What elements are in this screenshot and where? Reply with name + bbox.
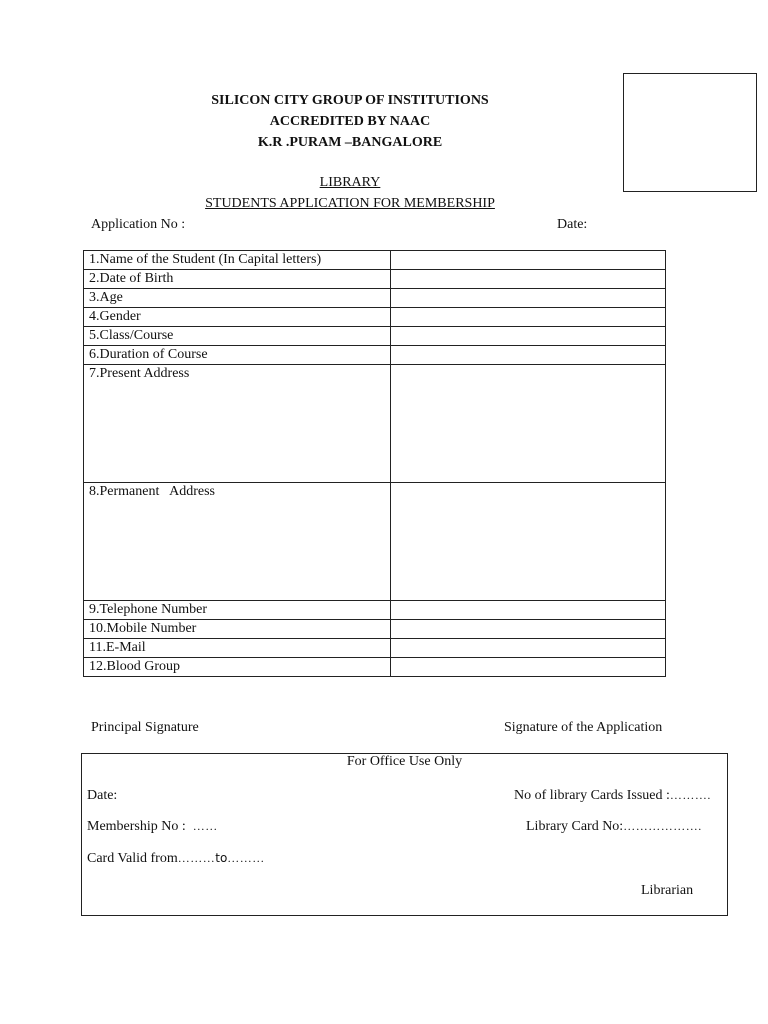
table-row <box>84 620 666 639</box>
field-value[interactable] <box>391 620 666 639</box>
office-use-box <box>81 753 728 916</box>
institution-name: SILICON CITY GROUP OF INSTITUTIONS <box>211 93 489 108</box>
field-value[interactable] <box>391 658 666 677</box>
section-title: LIBRARY <box>319 175 381 190</box>
field-label: 9.Telephone Number <box>84 601 391 620</box>
table-row <box>84 270 666 289</box>
cards-issued-label: No of library Cards Issued : <box>514 788 670 803</box>
field-label: 2.Date of Birth <box>84 270 391 289</box>
applicant-signature-label: Signature of the Application <box>504 720 663 735</box>
card-valid-from-label: Card Valid from <box>87 851 178 866</box>
card-valid-to-label: to <box>215 851 228 865</box>
office-date-label: Date: <box>87 788 118 803</box>
table-row <box>84 365 666 483</box>
field-label: 4.Gender <box>84 308 391 327</box>
field-value[interactable] <box>391 483 666 601</box>
field-value[interactable] <box>391 365 666 483</box>
library-card-no-field <box>526 819 702 835</box>
field-value[interactable] <box>391 601 666 620</box>
table-row <box>84 308 666 327</box>
table-row <box>84 289 666 308</box>
library-card-no-label: Library Card No: <box>526 819 624 834</box>
field-value[interactable] <box>391 346 666 365</box>
accreditation: ACCREDITED BY NAAC <box>269 114 431 129</box>
field-value[interactable] <box>391 270 666 289</box>
field-label: 6.Duration of Course <box>84 346 391 365</box>
field-label: 11.E-Mail <box>84 639 391 658</box>
table-row <box>84 639 666 658</box>
field-label: 10.Mobile Number <box>84 620 391 639</box>
table-row <box>84 327 666 346</box>
field-label: 3.Age <box>84 289 391 308</box>
field-value[interactable] <box>391 327 666 346</box>
membership-no-label: Membership No : <box>87 819 186 834</box>
field-value[interactable] <box>391 289 666 308</box>
card-valid-field <box>87 851 265 867</box>
library-card-no-dots: ………………. <box>623 819 702 833</box>
card-valid-to-dots: ……… <box>227 851 265 865</box>
table-row <box>84 346 666 365</box>
institution-address: K.R .PURAM –BANGALORE <box>257 135 443 150</box>
office-use-title: For Office Use Only <box>346 754 463 769</box>
card-valid-from-dots: ……… <box>177 851 216 865</box>
field-value[interactable] <box>391 639 666 658</box>
principal-signature-label: Principal Signature <box>91 720 199 735</box>
table-row <box>84 601 666 620</box>
cards-issued-field <box>514 788 711 804</box>
field-label: 7.Present Address <box>84 365 391 483</box>
table-row <box>84 658 666 677</box>
field-label: 12.Blood Group <box>84 658 391 677</box>
field-label: 1.Name of the Student (In Capital letters) <box>84 251 391 270</box>
membership-no-field <box>87 819 218 835</box>
cards-issued-dots: ………. <box>669 788 711 802</box>
table-row <box>84 251 666 270</box>
field-label: 5.Class/Course <box>84 327 391 346</box>
photo-box <box>623 73 757 192</box>
field-label: 8.Permanent Address <box>84 483 391 601</box>
membership-no-dots: …… <box>192 819 218 833</box>
table-row <box>84 483 666 601</box>
field-value[interactable] <box>391 251 666 270</box>
application-no-label: Application No : <box>91 217 186 232</box>
date-label: Date: <box>557 217 588 232</box>
form-title: STUDENTS APPLICATION FOR MEMBERSHIP <box>205 196 495 211</box>
field-value[interactable] <box>391 308 666 327</box>
librarian-label: Librarian <box>641 883 694 898</box>
application-form-table <box>83 250 666 677</box>
